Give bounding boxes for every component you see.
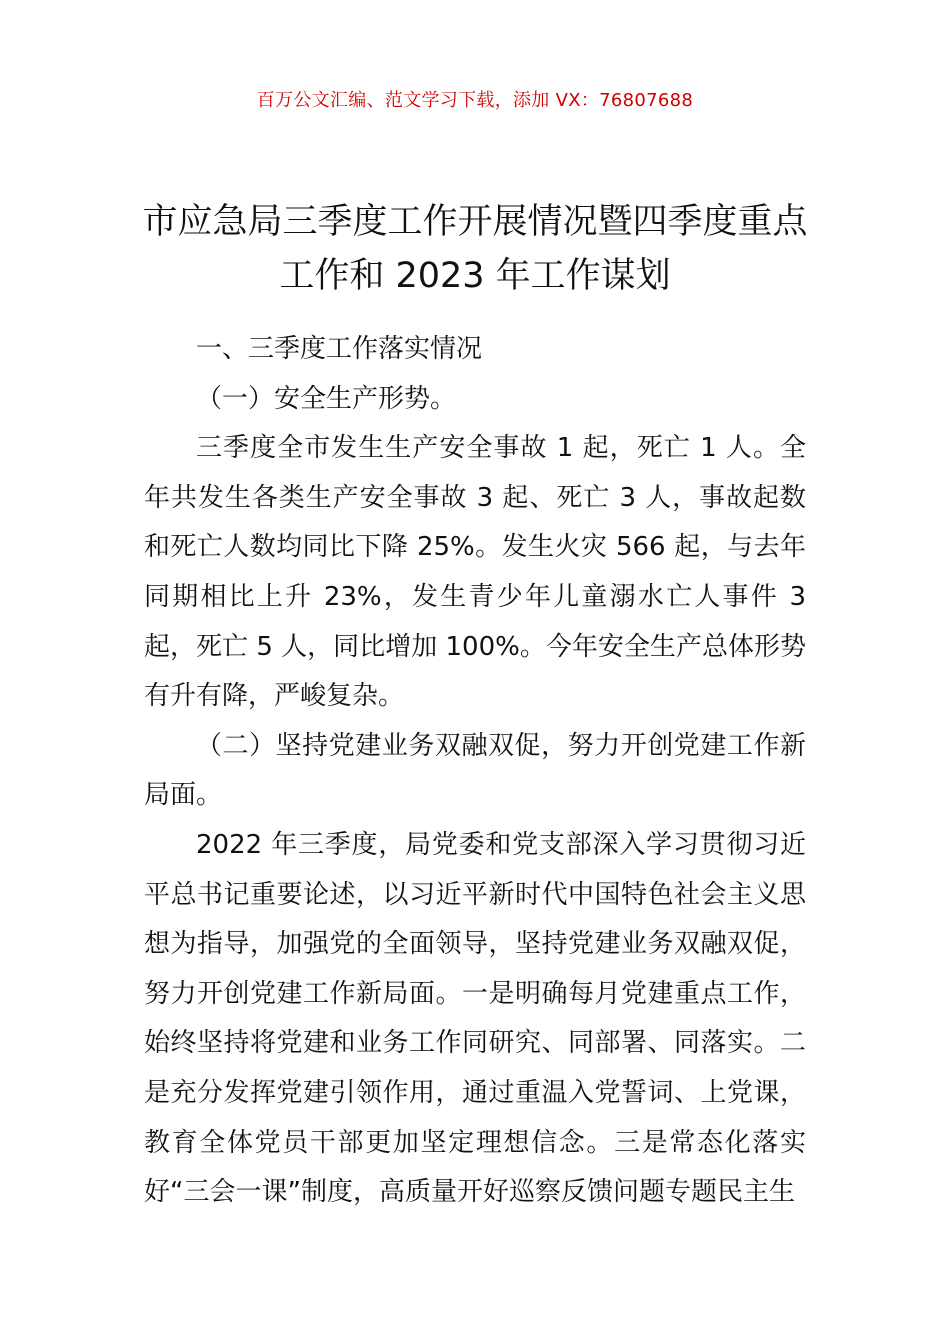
subsection-heading: （二）坚持党建业务双融双促，努力开创党建工作新局面。: [144, 730, 806, 811]
subsection-heading: （一）安全生产形势。: [196, 383, 457, 414]
section-heading: 一、三季度工作落实情况: [196, 334, 483, 364]
document-title: 市应急局三季度工作开展情况暨四季度重点工作和 2023 年工作谋划: [142, 202, 808, 297]
download-promo-header: 百万公文汇编、范文学习下载，添加 VX：76807688: [256, 90, 694, 111]
body-paragraph: 2022 年三季度，局党委和党支部深入学习贯彻习近平总书记重要论述，以习近平新时代中国特色社会主义思想为指导，加强党的全面领导，坚持党建业务双融双促，努力开创党建工作新局面。一是明确每月党建重点工作，始终坚持将党建和业务工作同研究、同部署、同落实。二是充分发挥党建引领作用，通过重温入党誓词、上党课，教育全体党员干部更加坚定理想信念。三是常态化落实好“三会一课”制度，高质量开好巡察反馈问题专题民主生: [144, 829, 806, 1208]
body-paragraph: 三季度全市发生生产安全事故 1 起，死亡 1 人。全年共发生各类生产安全事故 3 起、死亡 3 人，事故起数和死亡人数均同比下降 25%。发生火灾 566 起，与去年同期相比上升 23%，发生青少年儿童溺水亡人事件 3 起，死亡 5 人，同比增加 100%。今年安全生产总体形势有升有降，严峻复杂。: [144, 433, 806, 712]
document-body: [144, 325, 806, 1218]
